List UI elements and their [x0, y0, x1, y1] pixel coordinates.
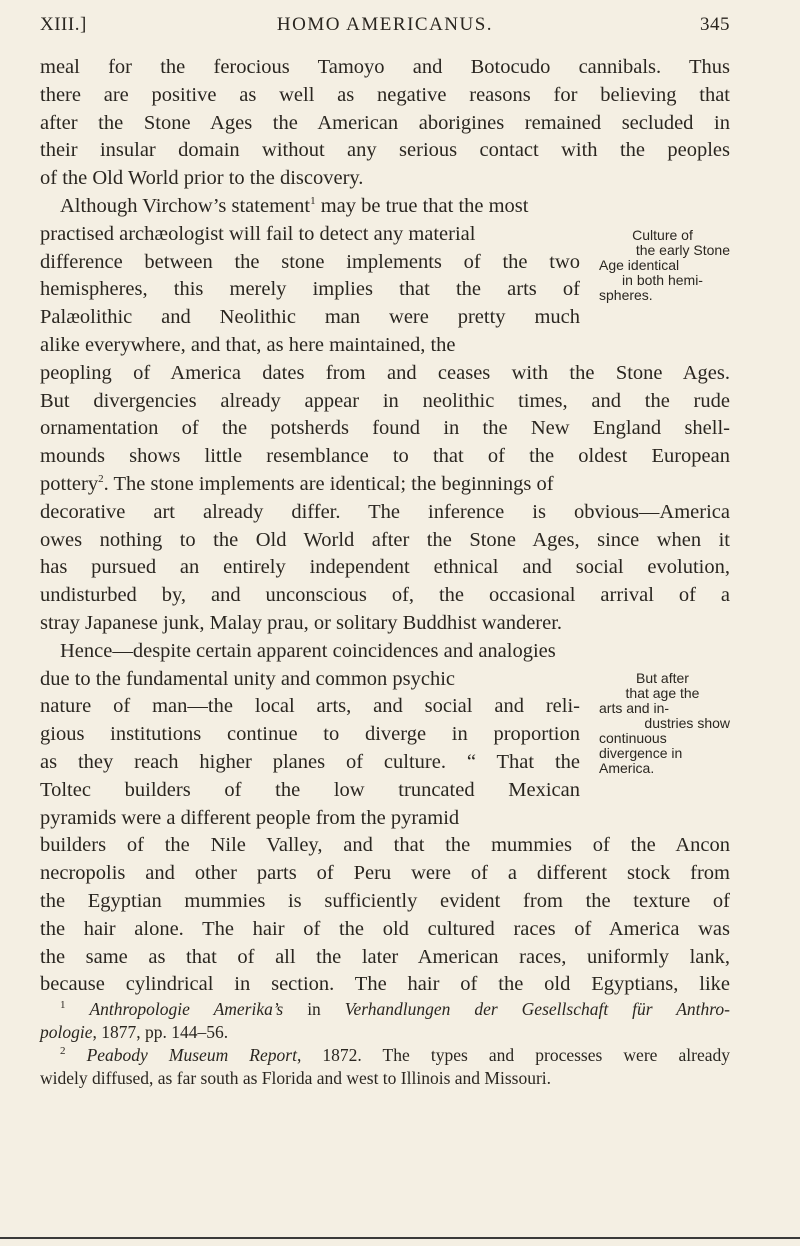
text-line: there are positive as well as negative reasons for believing that: [40, 83, 730, 106]
running-header: [40, 14, 730, 44]
margin-note-line: Culture of: [632, 227, 693, 243]
margin-note-divergence: [595, 671, 730, 776]
text-line: gious institutions continue to diverge in proportion: [40, 723, 580, 746]
text-fragment: pottery: [40, 472, 99, 495]
text-line: stray Japanese junk, Malay prau, or solitary Buddhist wanderer.: [40, 611, 563, 634]
footnote-text: , 1872. The types and processes were already: [296, 1045, 730, 1065]
text-line: But divergencies already appear in neolithic times, and the rude: [40, 389, 730, 412]
text-line: the same as that of all the later American races, uniformly lank,: [40, 945, 730, 968]
footnote-2: [40, 1044, 730, 1067]
text-line: meal for the ferocious Tamoyo and Botocudo cannibals. Thus: [40, 56, 730, 78]
footnote-title: Anthropologie Amerika’s: [89, 999, 284, 1019]
footnote-title: Peabody Museum Report: [86, 1045, 297, 1065]
text-fragment: may be true that the most: [315, 194, 529, 217]
text-line: builders of the Nile Valley, and that the mummies of the Ancon: [40, 834, 730, 857]
text-line: mounds shows little resemblance to that of the oldest European: [40, 445, 730, 468]
text-line: alike everywhere, and that, as here maintained, the: [40, 333, 456, 356]
footnote-1: [40, 998, 730, 1021]
footnote-ref: 2: [98, 473, 104, 486]
page-number: 345: [700, 14, 730, 35]
margin-note-line: Age identical: [599, 257, 680, 273]
text-line: [40, 193, 730, 221]
text-line: difference between the stone implements of the two: [40, 250, 580, 273]
main-text: [40, 54, 730, 999]
margin-note-line: divergence in: [599, 745, 683, 761]
footnote-1-cont: [40, 1021, 730, 1044]
text-fragment: Although Virchow’s statement: [60, 194, 311, 217]
footnotes: [40, 998, 730, 1090]
text-line: as they reach higher planes of culture. “ That the: [40, 750, 580, 773]
margin-note-line: in both hemi-: [622, 272, 703, 288]
margin-note-line: the early Stone: [635, 242, 730, 258]
text-line: [40, 471, 730, 499]
text-line: the hair alone. The hair of the old cultured races of America was: [40, 917, 730, 940]
text-line: of the Old World prior to the discovery.: [40, 167, 364, 190]
text-line: decorative art already differ. The inference is obvious—America: [40, 500, 730, 523]
text-line: their insular domain without any serious contact with the peoples: [40, 139, 730, 162]
footnote-journal: pologie: [40, 1022, 93, 1042]
footnote-journal: Verhandlungen der Gesellschaft für Anthro-: [344, 999, 730, 1019]
footnote-text: in: [283, 999, 345, 1019]
margin-note-line: But after: [636, 670, 689, 686]
margin-note-line: spheres.: [599, 287, 653, 303]
chapter-number: XIII.]: [40, 14, 87, 35]
footnote-ref: 1: [310, 195, 316, 208]
margin-note-line: that age the: [625, 685, 700, 701]
text-line: the Egyptian mummies is sufficiently evident from the texture of: [40, 889, 730, 912]
text-line: after the Stone Ages the American aborigines remained secluded in: [40, 111, 730, 134]
running-title: HOMO AMERICANUS.: [276, 14, 494, 35]
text-line: peopling of America dates from and ceases with the Stone Ages.: [40, 361, 730, 384]
text-line: because cylindrical in section. The hair of the old Egyptians, like: [40, 973, 730, 996]
margin-note-line: dustries show: [644, 715, 730, 731]
text-line: undisturbed by, and unconscious of, the occasional arrival of a: [40, 584, 730, 607]
bottom-border: [0, 1237, 800, 1239]
text-line: necropolis and other parts of Peru were of a different stock from: [40, 862, 730, 885]
text-line: due to the fundamental unity and common psychic: [40, 667, 456, 690]
margin-note-line: America.: [599, 760, 655, 776]
text-line: nature of man—the local arts, and social and reli-: [40, 695, 580, 718]
text-line: hemispheres, this merely implies that the arts of: [40, 278, 580, 301]
footnote-mark: 1: [60, 999, 66, 1012]
text-line: pyramids were a different people from the pyramid: [40, 806, 460, 829]
text-line: Hence—despite certain apparent coincidences and analogies: [60, 639, 556, 662]
text-line: Palæolithic and Neolithic man were pretty much: [40, 306, 580, 329]
margin-note-line: arts and in-: [599, 700, 670, 716]
margin-note-line: continuous: [599, 730, 667, 746]
text-line: has pursued an entirely independent ethnical and social evolution,: [40, 556, 730, 579]
text-line: practised archæologist will fail to detect any material: [40, 222, 476, 245]
text-line: owes nothing to the Old World after the Stone Ages, since when it: [40, 528, 730, 551]
text-line: Toltec builders of the low truncated Mexican: [40, 778, 580, 801]
text-line: ornamentation of the potsherds found in the New England shell-: [40, 417, 730, 440]
margin-note-stone-age: [595, 228, 730, 303]
footnote-mark: 2: [60, 1045, 66, 1058]
text-fragment: . The stone implements are identical; the beginnings of: [103, 472, 554, 495]
footnote-2-cont: widely diffused, as far south as Florida and west to Illinois and Missouri.: [40, 1068, 552, 1088]
footnote-text: , 1877, pp. 144–56.: [92, 1022, 229, 1042]
